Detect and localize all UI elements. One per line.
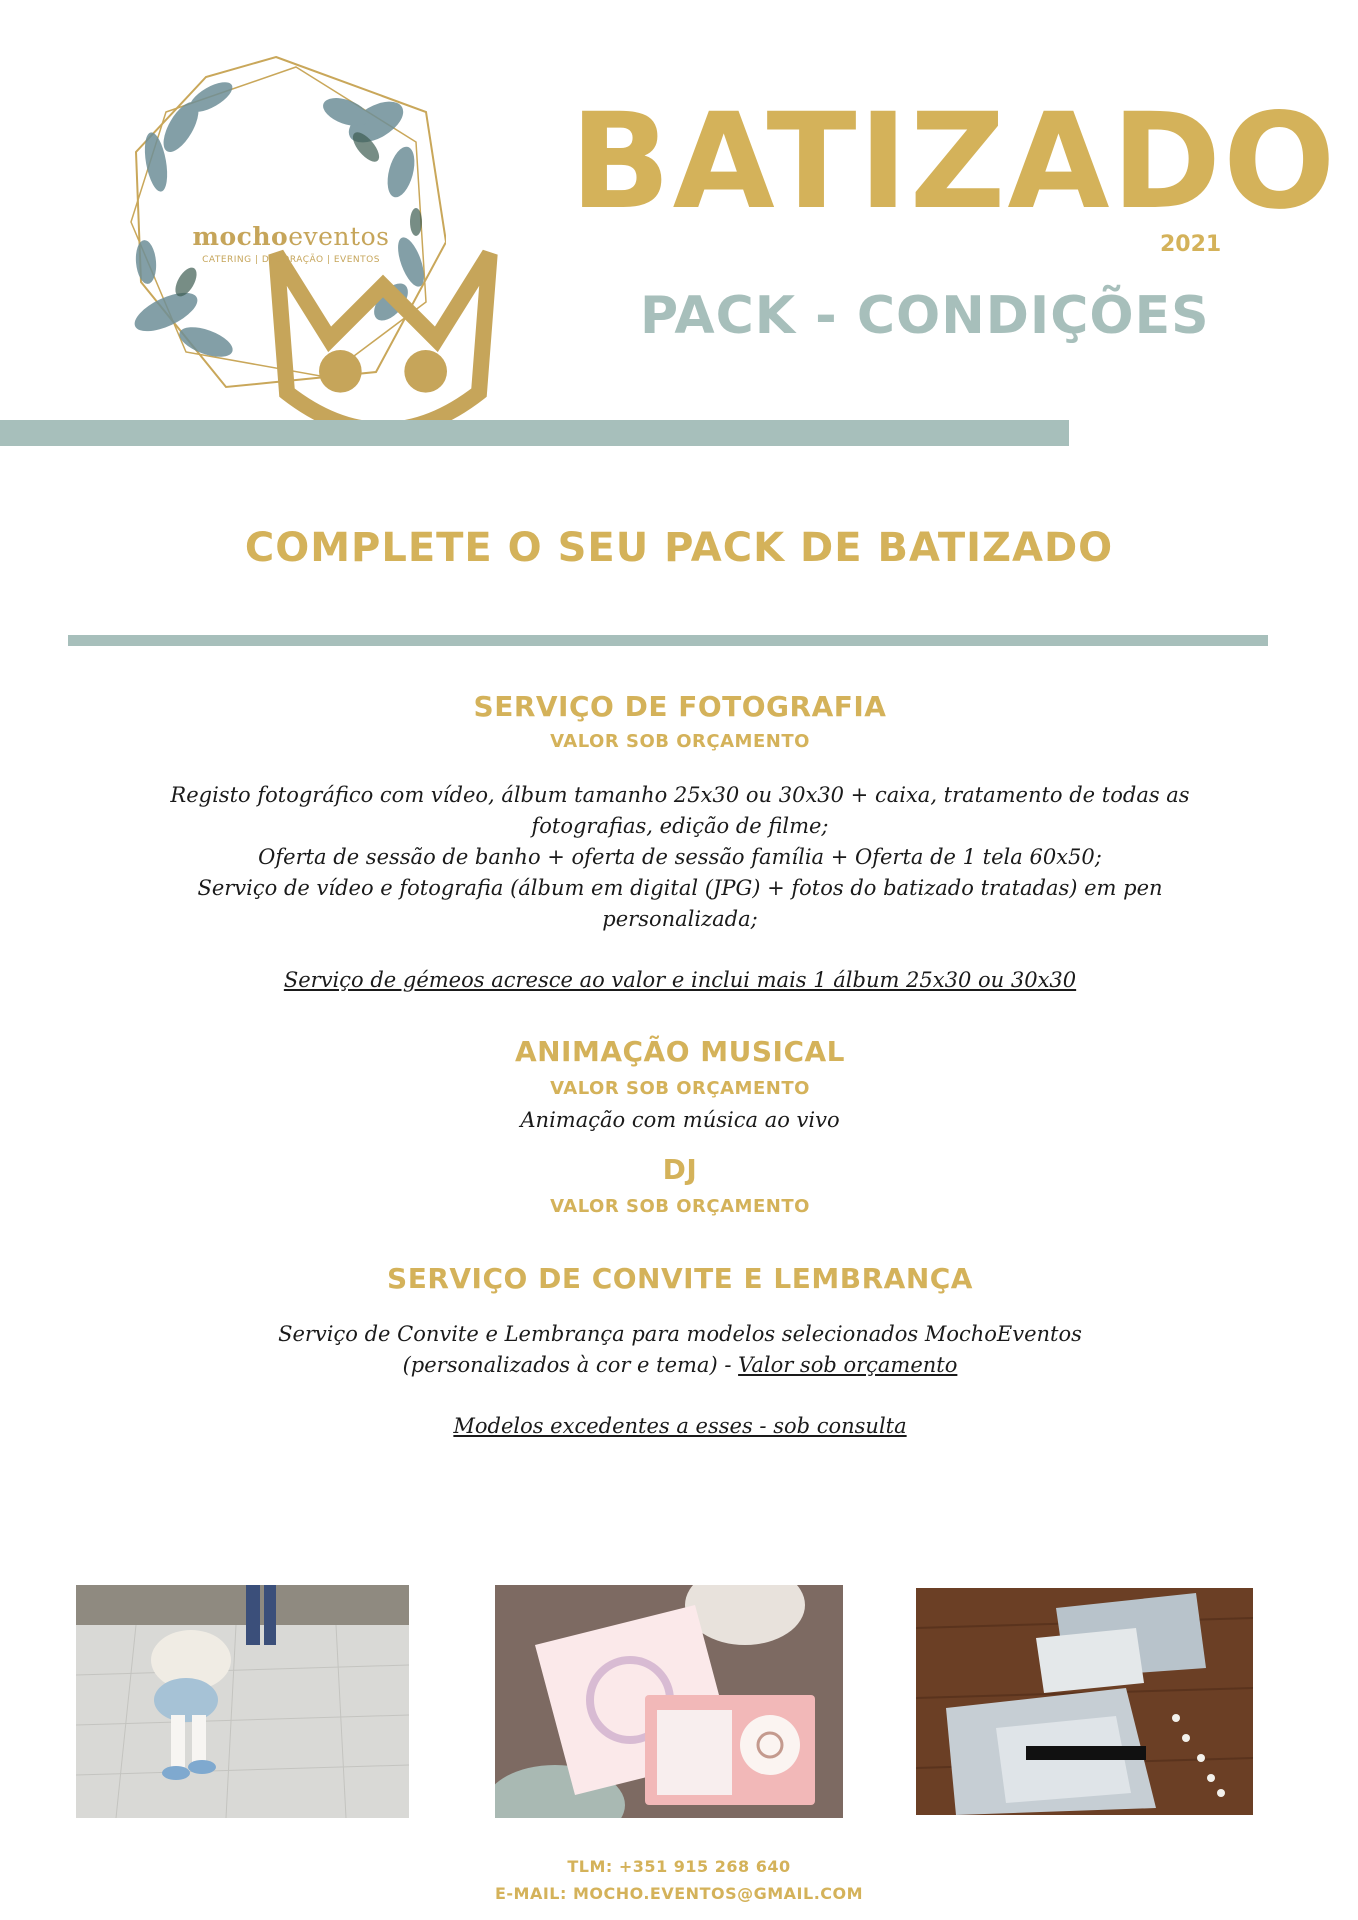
photography-line-4: Serviço de vídeo e fotografia (álbum em digital (JPG) + fotos do batizado tratadas) em pen <box>197 876 1163 900</box>
photography-price: VALOR SOB ORÇAMENTO <box>550 731 810 752</box>
invite-price-note: Valor sob orçamento <box>738 1353 958 1377</box>
dj-heading: DJ <box>662 1153 698 1186</box>
photo-child <box>76 1585 409 1818</box>
invite-line-1: Serviço de Convite e Lembrança para modelos selecionados MochoEventos <box>278 1322 1082 1346</box>
page-title: BATIZADO <box>570 85 1338 239</box>
invite-heading: SERVIÇO DE CONVITE E LEMBRANÇA <box>387 1262 973 1295</box>
dj-section <box>120 1153 1240 1217</box>
footer-email[interactable]: E-MAIL: MOCHO.EVENTOS@GMAIL.COM <box>494 1884 864 1903</box>
music-price: VALOR SOB ORÇAMENTO <box>550 1078 810 1099</box>
logo-tagline: CATERING | DECORAÇÃO | EVENTOS <box>202 255 380 265</box>
header-divider-bar <box>0 420 1069 446</box>
photo-album-box <box>916 1588 1253 1815</box>
invite-section <box>120 1262 1240 1442</box>
logo-name: mochoeventos <box>192 222 390 251</box>
year-label: 2021 <box>1160 232 1222 257</box>
photography-line-2: fotografias, edição de filme; <box>531 814 829 838</box>
photography-section <box>120 690 1240 996</box>
footer-phone: TLM: +351 915 268 640 <box>567 1857 791 1876</box>
photography-line-5: personalizada; <box>602 907 758 931</box>
invite-line-2: (personalizados à cor e tema) - Valor sob orçamento <box>402 1353 958 1377</box>
section-divider-bar <box>68 635 1268 646</box>
photography-line-1: Registo fotográfico com vídeo, álbum tamanho 25x30 ou 30x30 + caixa, tratamento de todas as <box>170 783 1190 807</box>
invite-extra-note: Modelos excedentes a esses - sob consulta <box>453 1414 907 1438</box>
photography-heading: SERVIÇO DE FOTOGRAFIA <box>473 690 887 723</box>
main-heading: COMPLETE O SEU PACK DE BATIZADO <box>244 525 1114 571</box>
music-heading: ANIMAÇÃO MUSICAL <box>514 1035 846 1068</box>
logo-text <box>176 222 406 265</box>
page-subtitle: PACK - CONDIÇÕES <box>640 286 1210 346</box>
dj-price: VALOR SOB ORÇAMENTO <box>550 1196 810 1217</box>
music-description: Animação com música ao vivo <box>520 1108 840 1132</box>
company-logo <box>126 52 446 392</box>
photo-invitation-box <box>495 1585 843 1818</box>
twins-note: Serviço de gémeos acresce ao valor e inclui mais 1 álbum 25x30 ou 30x30 <box>283 968 1077 992</box>
music-section <box>120 1035 1240 1136</box>
photography-line-3: Oferta de sessão de banho + oferta de sessão família + Oferta de 1 tela 60x50; <box>258 845 1102 869</box>
